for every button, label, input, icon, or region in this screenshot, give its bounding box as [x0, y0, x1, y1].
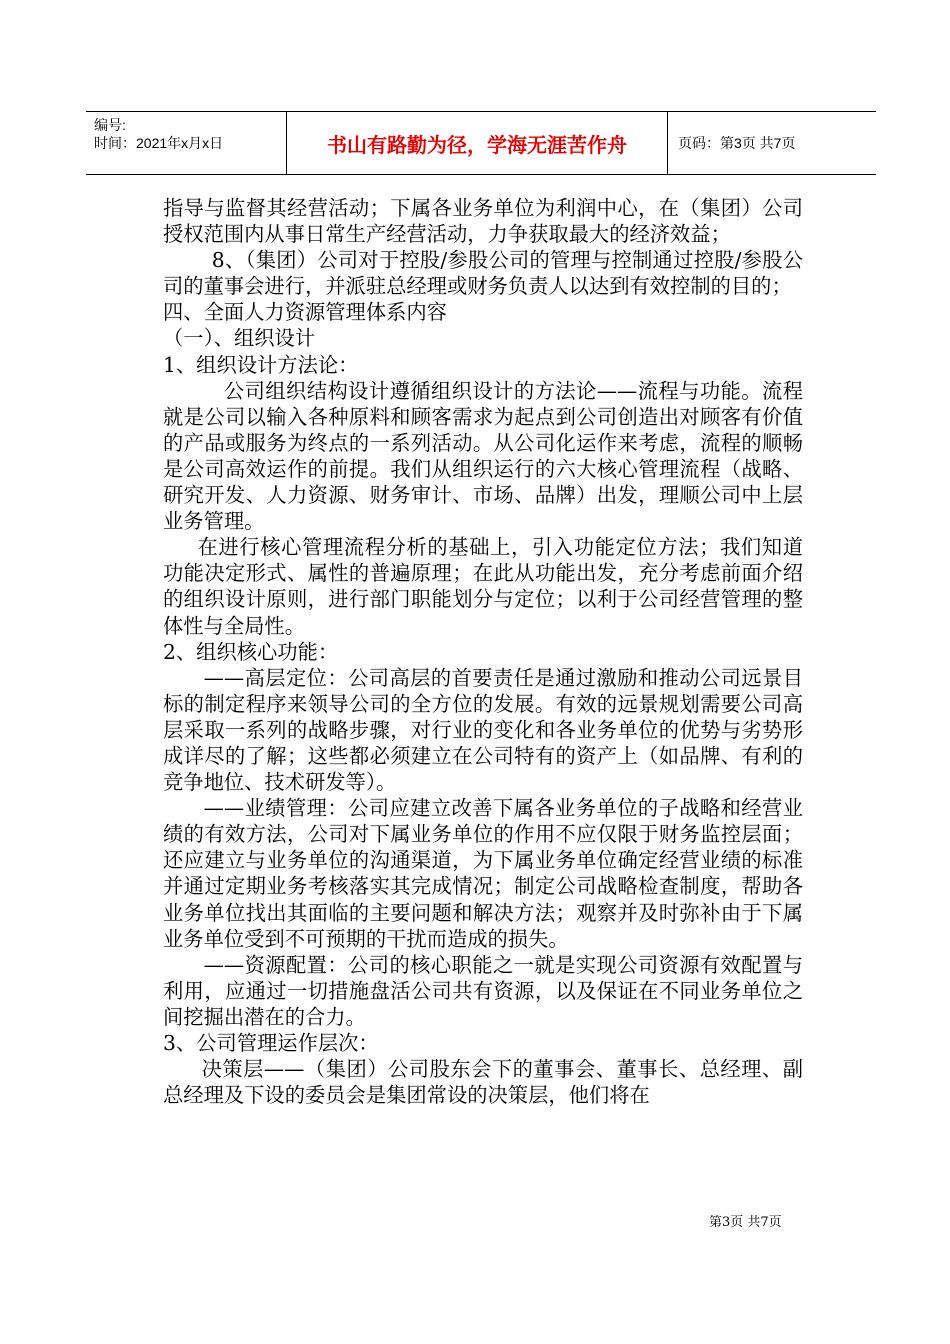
item-heading: 1、组织设计方法论： [163, 352, 359, 377]
paragraph: 决策层——（集团）公司股东会下的董事会、董事长、总经理、副总经理及下设的委员会是集团常设的决策层，他们将在 [163, 1057, 803, 1108]
item-heading: 3、公司管理运作层次： [163, 1031, 379, 1055]
document-time-label: 时间：2021年x月x日 [94, 135, 224, 151]
paragraph: ——业绩管理：公司应建立改善下属各业务单位的子战略和经营业绩的有效方法，公司对下属业务单位的作用不应仅限于财务监控层面；还应建立与业务单位的沟通渠道，为下属业务单位确定经营业绩的标准并通过定期业务考核落实其完成情况；制定公司战略检查制度，帮助各业务单位找出其面临的主要问题和解决方法；观察并及时弥补由于下属业务单位受到不可预期的干扰而造成的损失。 [163, 796, 803, 951]
paragraph: 在进行核心管理流程分析的基础上，引入功能定位方法；我们知道功能决定形式、属性的普遍原理；在此从功能出发，充分考虑前面介绍的组织设计原则，进行部门职能划分与定位；以利于公司经营管理的整体性与全局性。 [163, 535, 803, 638]
page-header [86, 111, 876, 175]
document-body [163, 195, 803, 1108]
document-number-label: 编号: [94, 117, 126, 133]
subsection-heading: （一）、组织设计 [163, 326, 316, 351]
paragraph: 指导与监督其经营活动；下属各业务单位为利润中心，在（集团）公司授权范围内从事日常生产经营活动，力争获取最大的经济效益； [163, 196, 803, 247]
header-motto: 书山有路勤为径，学海无涯苦作舟 [286, 112, 668, 174]
section-heading: 四、全面人力资源管理体系内容 [163, 300, 447, 325]
paragraph: 8、（集团）公司对于控股/参股公司的管理与控制通过控股/参股公司的董事会进行，并派驻总经理或财务负责人以达到有效控制的目的； [163, 248, 803, 299]
header-meta [94, 116, 284, 152]
item-heading: 2、组织核心功能： [163, 639, 339, 664]
paragraph: 公司组织结构设计遵循组织设计的方法论——流程与功能。流程就是公司以输入各种原料和顾客需求为起点到公司创造出对顾客有价值的产品或服务为终点的一系列活动。从公司化运作来考虑，流程的顺畅是公司高效运作的前提。我们从组织运行的六大核心管理流程（战略、研究开发、人力资源、财务审计、市场、品牌）出发，理顺公司中上层业务管理。 [163, 378, 803, 534]
paragraph: ——资源配置：公司的核心职能之一就是实现公司资源有效配置与利用，应通过一切措施盘活公司共有资源，以及保证在不同业务单位之间挖掘出潜在的合力。 [163, 952, 803, 1029]
header-page-label: 页码：第3页 共7页 [678, 135, 796, 151]
page-footer: 第3页 共7页 [709, 1215, 782, 1230]
paragraph: ——高层定位：公司高层的首要责任是通过激励和推动公司远景目标的制定程序来领导公司的全方位的发展。有效的远景规划需要公司高层采取一系列的战略步骤，对行业的变化和各业务单位的优势与劣势形成详尽的了解；这些都必须建立在公司特有的资产上（如品牌、有利的竞争地位、技术研发等）。 [163, 665, 803, 795]
